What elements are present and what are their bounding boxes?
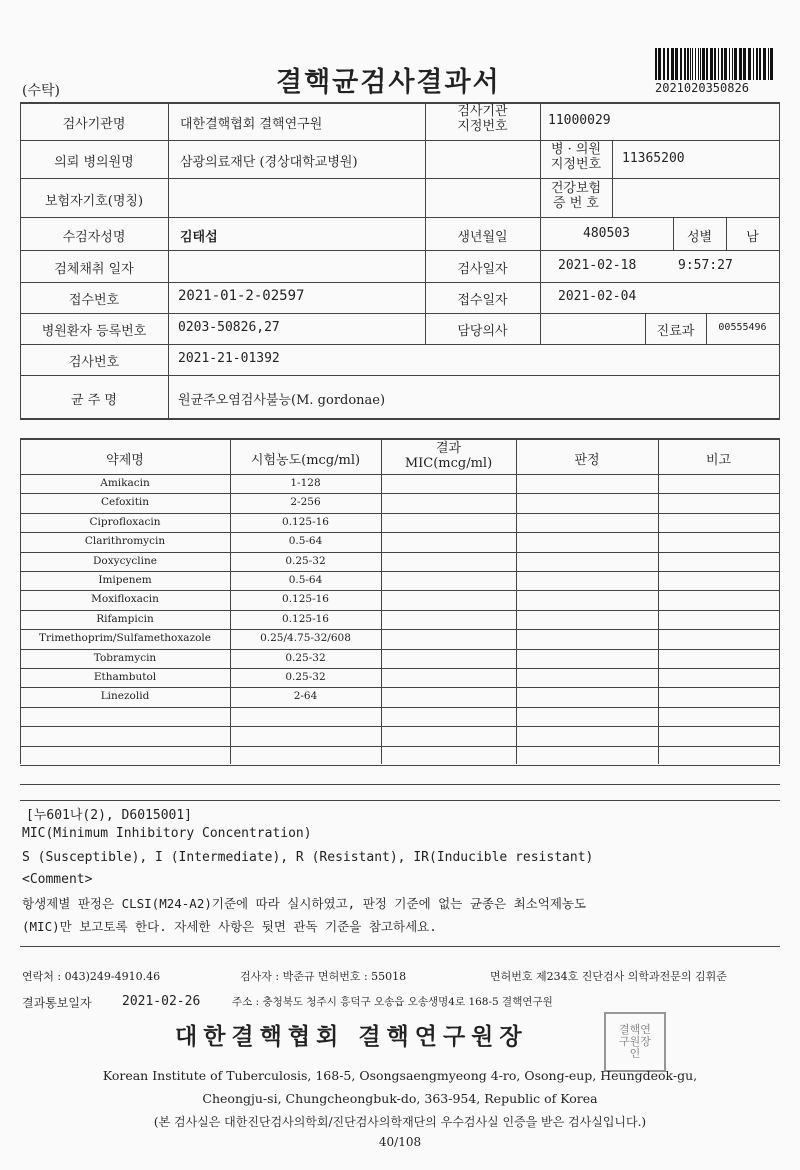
mic-cell-drug: Ciprofloxacin [89,515,161,528]
comment-line-2: (MIC)만 보고토록 한다. 자세한 사항은 뒷면 관독 기준을 참고하세요. [22,919,437,934]
test-no-label: 검사번호 [68,355,120,370]
mic-cell-drug: Amikacin [100,477,150,489]
agency-label: 검사기관명 [62,117,126,132]
address-en-line-1: Korean Institute of Tuberculosis, 168-5, Osongsaengmyeong 4-ro, Osong-eup, Heungdeok-gu, [102,1068,698,1083]
patient-no-label: 병원환자 등록번호 [41,324,147,339]
mic-cell-conc: 0.25-32 [285,671,326,683]
page-title: 결핵균검사결과서 [276,67,501,98]
mic-definition: MIC(Minimum Inhibitory Concentration) [22,826,312,841]
report-date-value: 2021-02-26 [122,994,201,1009]
mic-cell-drug: Imipenem [98,574,152,586]
license: 면허번호 제234호 진단검사 의학과전문의 김휘준 [490,970,727,983]
birth-value: 480503 [583,226,630,241]
col-header-result: 결과 MIC(mcg/ml) [404,441,493,471]
comment-line-1: 항생제별 판정은 CLSI(M24-A2)기준에 따라 실시하였고, 판정 기준에 없는 균종은 최소억제농도 [22,896,587,911]
certification: (본 검사실은 대한진단검사의학회/진단검사의학재단의 우수검사실 인증을 받은 검사실입니다.) [153,1115,647,1129]
notes-code: [누601나(2), D6015001] [26,808,192,823]
mic-cell-conc: 0.125-16 [282,515,329,528]
mic-cell-drug: Linezolid [100,690,150,703]
sex-value: 남 [746,230,759,245]
mic-cell-conc: 0.5-64 [288,574,323,586]
species-value: 원균주오염검사불능(M. gordonae) [178,393,386,408]
doctor-label: 담당의사 [457,324,508,339]
tester: 검사자 : 박준규 면허번호 : 55018 [240,970,407,983]
col-header-drug: 약제명 [106,453,144,468]
mic-cell-conc: 2-256 [290,496,321,509]
test-time-value: 9:57:27 [678,258,733,273]
col-header-judgment: 판정 [574,453,600,468]
hospital-no-label: 병 · 의원 지정번호 [550,142,602,172]
receipt-label: (수탁) [22,83,60,99]
official-seal: 결핵연구원장인 [604,1012,666,1072]
mic-cell-drug: Rifampicin [96,612,154,625]
hospital-label: 의뢰 병의원명 [54,155,134,170]
name-value: 김태섭 [180,230,218,245]
address-ko: 주소 : 충청북도 청주시 흥덕구 오송읍 오송생명4로 168-5 결핵연구원 [232,996,553,1008]
contact: 연락처 : 043)249-4910.46 [22,970,161,983]
mic-cell-drug: Clarithromycin [84,535,166,548]
mic-cell-drug: Doxycycline [93,554,157,567]
mic-cell-conc: 0.25-32 [285,651,326,664]
sex-label: 성별 [686,230,713,245]
report-date-label: 결과통보일자 [22,996,92,1010]
insurer-label: 보험자기호(명칭) [44,194,144,209]
mic-cell-drug: Trimethoprim/Sulfamethoxazole [39,632,211,645]
agency-no-value: 11000029 [548,113,611,128]
mic-cell-drug: Cefoxitin [100,496,150,509]
mic-cell-conc: 0.125-16 [282,593,329,606]
mic-cell-conc: 0.25/4.75-32/608 [260,632,351,645]
collect-label: 검체채취 일자 [54,262,134,277]
mic-cell-conc: 0.5-64 [288,535,323,548]
mic-cell-conc: 0.125-16 [282,612,329,625]
receipt-no-label: 접수번호 [68,293,120,308]
test-date-label: 검사일자 [457,262,508,277]
address-en-line-2: Cheongju-si, Chungcheongbuk-do, 363-954, Republic of Korea [202,1091,598,1106]
birth-label: 생년월일 [457,230,508,245]
barcode-number: 2021020350826 [655,81,749,95]
receipt-date-label: 접수일자 [457,293,508,308]
org-name: 대한결핵협회 결핵연구원장 [175,1023,528,1050]
agency-value: 대한결핵협회 결핵연구원 [180,117,323,132]
dept-value: 00555496 [718,322,767,333]
mic-cell-drug: Tobramycin [93,651,157,664]
comment-label: <Comment> [22,872,93,887]
agency-no-label: 검사기관 지정번호 [457,104,508,134]
col-header-remark: 비고 [705,453,732,468]
col-header-conc: 시험농도(mcg/ml) [250,453,361,468]
sir-definition: S (Susceptible), I (Intermediate), R (Resistant), IR(Inducible resistant) [22,850,594,865]
name-label: 수검자성명 [62,230,126,245]
page-number: 40/108 [378,1135,422,1149]
mic-cell-drug: Moxifloxacin [91,593,159,606]
mic-cell-conc: 1-128 [290,477,321,489]
patient-no-value: 0203-50826,27 [178,320,280,335]
health-no-label: 건강보험 증 번 호 [550,181,602,211]
test-no-value: 2021-21-01392 [178,351,280,366]
test-date-value: 2021-02-18 [558,258,637,273]
mic-cell-conc: 2-64 [293,690,318,703]
mic-cell-conc: 0.25-32 [285,554,326,567]
barcode-image [655,48,773,80]
dept-label: 진료과 [656,324,695,339]
hospital-value: 삼광의료재단 (경상대학교병원) [180,155,358,170]
species-label: 균 주 명 [71,393,117,408]
receipt-date-value: 2021-02-04 [558,289,637,304]
hospital-no-value: 11365200 [622,151,685,166]
mic-cell-drug: Ethambutol [93,671,157,683]
receipt-no-value: 2021-01-2-02597 [178,288,305,304]
